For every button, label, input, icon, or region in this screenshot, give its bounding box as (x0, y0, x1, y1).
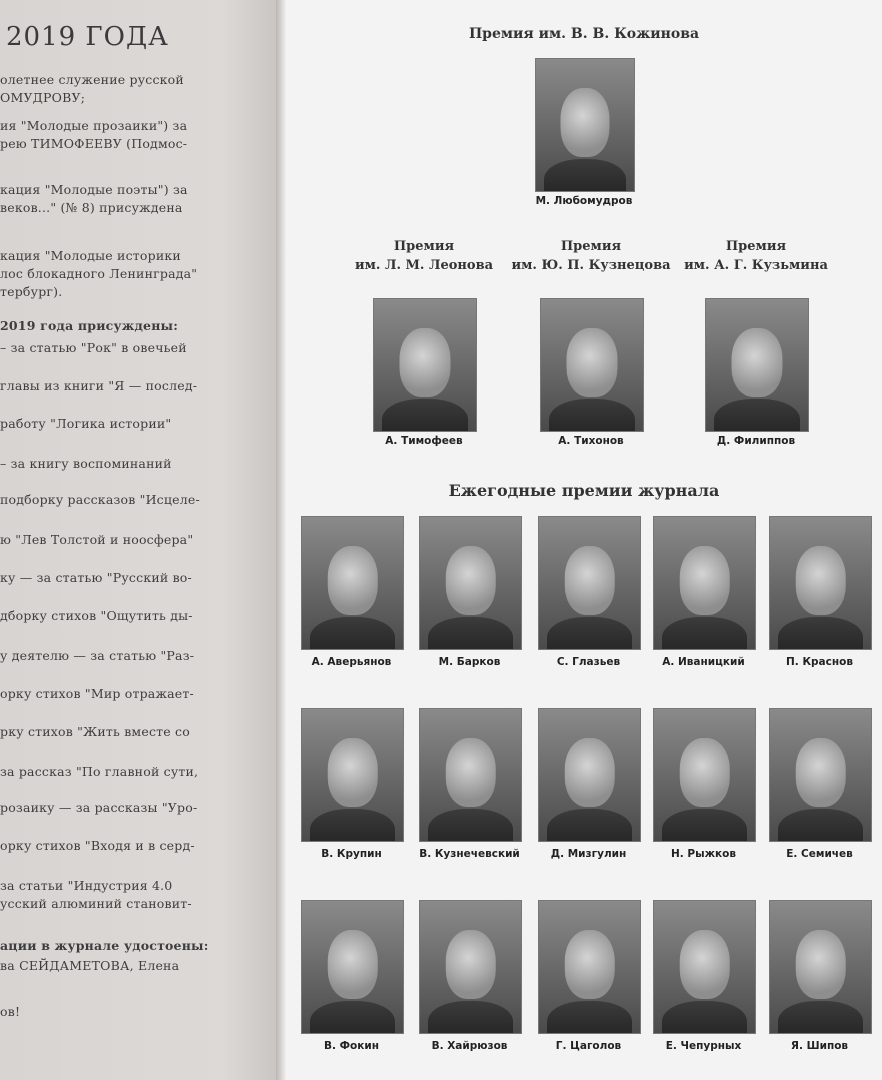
award-title (671, 237, 841, 275)
portrait-photo (538, 516, 641, 650)
award-title (339, 237, 509, 275)
photo-caption: Д. Филиппов (716, 435, 796, 447)
left-page-text-line: – за книгу воспоминаний (0, 456, 172, 471)
left-page-text-line: ва СЕЙДАМЕТОВА, Елена (0, 958, 180, 973)
photo-caption: Е. Чепурных (665, 1040, 742, 1052)
left-page-text-line: олетнее служение русской (0, 72, 184, 87)
portrait-photo (769, 900, 872, 1034)
portrait-photo (301, 516, 404, 650)
left-page-text-line: работу "Логика истории" (0, 416, 172, 431)
left-page-text-line: рею ТИМОФЕЕВУ (Подмос- (0, 136, 188, 151)
kozhinov-award-title: Премия им. В. В. Кожинова (468, 26, 700, 42)
photo-caption: М. Любомудров (535, 195, 633, 207)
left-page-heading: 2019 ГОДА (6, 22, 169, 52)
award-title-line: им. Ю. П. Кузнецова (511, 258, 671, 273)
award-title-line: Премия (725, 239, 787, 254)
photo-caption: Н. Рыжков (670, 848, 737, 860)
left-page-text-line: веков..." (№ 8) присуждена (0, 200, 183, 215)
photo-caption: А. Иваницкий (662, 656, 745, 668)
left-page-text-line: тербург). (0, 284, 63, 299)
left-page-text-line: кация "Молодые поэты") за (0, 182, 188, 197)
photo-caption: Е. Семичев (786, 848, 853, 860)
photo-caption: В. Фокин (323, 1040, 379, 1052)
portrait-photo (419, 516, 522, 650)
portrait-photo (653, 516, 756, 650)
left-page-text-line: ия "Молодые прозаики") за (0, 118, 188, 133)
annual-awards-title: Ежегодные премии журнала (448, 481, 720, 500)
left-page-text-line: главы из книги "Я — послед- (0, 378, 198, 393)
left-page-text-line: ку — за статью "Русский во- (0, 570, 192, 585)
photo-caption: А. Тимофеев (385, 435, 463, 447)
left-page-text-line: рку стихов "Жить вместе со (0, 724, 190, 739)
award-title-line: им. А. Г. Кузьмина (684, 258, 828, 273)
portrait-photo (653, 708, 756, 842)
left-page-text-line: ации в журнале удостоены: (0, 938, 209, 953)
award-title (506, 237, 676, 275)
portrait-photo (419, 900, 522, 1034)
left-page-text-line: 2019 года присуждены: (0, 318, 179, 333)
left-page-text-line: за рассказ "По главной сути, (0, 764, 199, 779)
award-title-line: Премия (393, 239, 455, 254)
portrait-photo (373, 298, 477, 432)
left-page-text-line: подборку рассказов "Исцеле- (0, 492, 200, 507)
left-page-text-line: орку стихов "Входя и в серд- (0, 838, 195, 853)
portrait-photo (535, 58, 635, 192)
photo-caption: Г. Цаголов (555, 1040, 622, 1052)
left-page-text-line: – за статью "Рок" в овечьей (0, 340, 187, 355)
left-page-text-line: за статьи "Индустрия 4.0 (0, 878, 173, 893)
portrait-photo (538, 900, 641, 1034)
portrait-photo (653, 900, 756, 1034)
page-fold (276, 0, 286, 1080)
portrait-photo (769, 708, 872, 842)
award-title-line: Премия (560, 239, 622, 254)
photo-caption: Я. Шипов (790, 1040, 849, 1052)
left-page-text-line: усский алюминий становит- (0, 896, 192, 911)
left-page-text-line: лос блокадного Ленинграда" (0, 266, 198, 281)
photo-caption: В. Кузнечевский (419, 848, 520, 860)
photo-caption: Д. Мизгулин (550, 848, 627, 860)
photo-caption: М. Барков (438, 656, 501, 668)
portrait-photo (301, 708, 404, 842)
photo-caption: П. Краснов (786, 656, 853, 668)
left-page-text-line: кация "Молодые историки (0, 248, 181, 263)
left-page-text-line: дборку стихов "Ощутить ды- (0, 608, 193, 623)
photo-caption: В. Крупин (321, 848, 382, 860)
left-page-text-line: орку стихов "Мир отражает- (0, 686, 194, 701)
left-page-text-line: ОМУДРОВУ; (0, 90, 86, 105)
portrait-photo (769, 516, 872, 650)
photo-caption: А. Аверьянов (311, 656, 392, 668)
right-page (286, 0, 882, 1080)
photo-caption: А. Тихонов (558, 435, 624, 447)
photo-caption: С. Глазьев (556, 656, 621, 668)
award-title-line: им. Л. М. Леонова (354, 258, 494, 273)
portrait-photo (705, 298, 809, 432)
portrait-photo (540, 298, 644, 432)
portrait-photo (419, 708, 522, 842)
left-page (0, 0, 278, 1080)
left-page-text-line: ю "Лев Толстой и ноосфера" (0, 532, 194, 547)
photo-caption: В. Хайрюзов (431, 1040, 508, 1052)
left-page-text-line: ов! (0, 1004, 21, 1019)
left-page-text-line: розаику — за рассказы "Уро- (0, 800, 198, 815)
portrait-photo (301, 900, 404, 1034)
portrait-photo (538, 708, 641, 842)
left-page-text-line: у деятелю — за статью "Раз- (0, 648, 195, 663)
